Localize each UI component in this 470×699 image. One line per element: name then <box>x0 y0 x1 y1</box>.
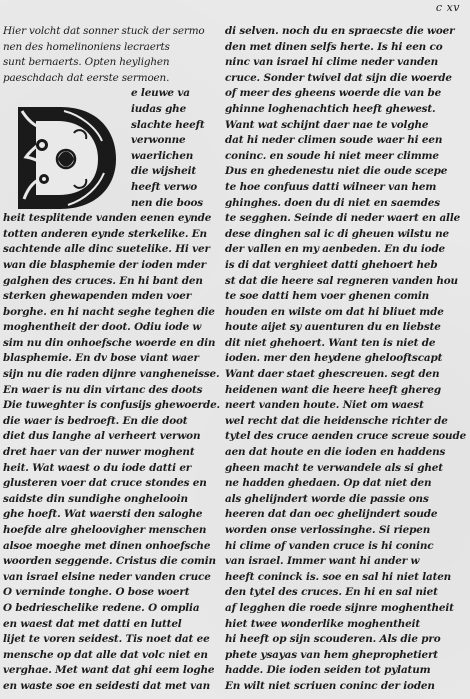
text-line: glusteren voer dat cruce stondes en <box>3 477 207 490</box>
text-line: waerlichen <box>131 149 194 162</box>
text-line: totten anderen eynde sterkelike. En <box>3 227 207 240</box>
text-line: tytel des cruce aenden cruce screue soude <box>225 430 467 443</box>
text-line: hiet twee wonderlike moghentheit <box>225 617 421 630</box>
text-line: en waest dat met datti en luttel <box>3 617 182 630</box>
text-line: paeschdach dat eerste sermoen. <box>3 71 170 84</box>
text-line: nen des homelinoniens lecraerts <box>3 40 170 53</box>
text-line: af legghen die roede sijnre moghentheit <box>225 601 454 614</box>
text-line: als ghelijndert worde die passie ons <box>225 492 429 505</box>
text-line: dit niet ghehoert. Want ten is niet de <box>225 336 436 349</box>
text-line: coninc. en soude hi niet meer climme <box>225 149 439 162</box>
text-line: houden en wilste om dat hi bliuet mde <box>225 305 444 318</box>
text-line: lijet te voren seidest. Tis noet dat ee <box>3 633 210 646</box>
text-line: Want daer staet ghescreuen. segt den <box>225 368 440 381</box>
text-line: ne hadden ghedaen. Op dat niet den <box>225 477 432 490</box>
text-line: moghentheit der doot. Odiu iode w <box>3 321 202 334</box>
text-line: te segghen. Seinde di neder waert en alle <box>225 212 461 225</box>
text-line: sterken ghewapenden mden voer <box>3 290 192 303</box>
text-line: Want wat schijnt daer nae te volghe <box>225 118 429 131</box>
text-line: heidenen want die heere heeft ghereg <box>225 383 441 396</box>
text-line: O bedrieschelike redene. O omplia <box>3 601 200 614</box>
text-line: diet dus langhe al verheert verwon <box>3 430 201 443</box>
text-line: die waer is bedroeft. En die doot <box>3 414 188 427</box>
text-line: ghinghes. doen du di niet en saemdes <box>225 196 440 209</box>
text-line: hi clime of vanden cruce is hi coninc <box>225 539 434 552</box>
text-line: slachte heeft <box>131 118 205 131</box>
right-column <box>225 24 467 695</box>
text-line: saidste din sundighe onghelooin <box>3 492 188 505</box>
text-line: En wilt niet scriuen coninc der ioden <box>225 679 435 692</box>
text-line: te soe datti hem voer ghenen comin <box>225 290 430 303</box>
text-line: der vallen en my aenbeden. En du iode <box>225 243 446 256</box>
text-line: den met dinen selfs herte. Is hi een co <box>225 40 443 53</box>
text-line: van israel. Immer want hi ander w <box>225 555 420 568</box>
text-line: sijn nu die raden dijnre vangheneisse. <box>3 368 220 381</box>
text-line: hi heeft op sijn scouderen. Als die pro <box>225 633 441 646</box>
text-line: gheen macht te verwandele als si ghet <box>225 461 443 474</box>
text-line: worden onse verlossinghe. Si riepen <box>225 524 431 536</box>
text-line: hadde. Die ioden seiden tot pylatum <box>225 664 431 677</box>
text-line: alsoe moeghe met dinen onhoefsche <box>3 539 211 552</box>
text-line: O verninde tonghe. O bose woert <box>3 586 190 599</box>
text-line: ninc van israel hi clime neder vanden <box>225 56 439 69</box>
text-line: hoefde alre gheloovigher menschen <box>3 524 207 536</box>
text-line: dat hi neder climen soude waer hi een <box>225 134 443 147</box>
text-line: ghinne loghenachtich heeft ghewest. <box>225 102 436 115</box>
text-line: houte aijet sy auenturen du en liebste <box>225 321 441 334</box>
text-line: cruce. Sonder twivel dat sijn die woerde <box>225 71 452 84</box>
text-line: mensche op dat alle dat volc niet en <box>3 648 208 661</box>
text-line: En waer is nu din virtanc des doots <box>3 383 203 396</box>
text-line: heit tesplitende vanden eenen eynde <box>3 212 212 225</box>
text-line: di selven. noch du en spraecste die woer <box>225 25 455 37</box>
text-line: sim nu din onhoefsche woerde en din <box>3 336 216 349</box>
text-line: st dat die heere sal regneren vanden hou <box>225 274 458 287</box>
text-line: ghe hoeft. Wat waersti den saloghe <box>3 508 203 521</box>
text-line: heit. Wat waest o du iode datti er <box>3 461 192 474</box>
text-line: neert vanden houte. Niet om waest <box>225 399 424 412</box>
text-line: Dus en ghedenestu niet die oude scepe <box>225 165 448 178</box>
text-line: wel recht dat die heidensche richter de <box>225 414 448 427</box>
text-line: dese dinghen sal ic di gheuen wilstu ne <box>225 227 449 240</box>
text-line: die wijsheit <box>131 165 197 178</box>
text-line: Hier volcht dat sonner stuck der sermo <box>3 25 205 37</box>
text-line: woorden seggende. Cristus die comin <box>3 555 216 568</box>
text-line: borghe. en hi nacht seghe teghen die <box>3 305 215 318</box>
text-line: of meer des gheens woerde die van be <box>225 87 442 100</box>
text-line: heeft coninck is. soe en sal hi niet laten <box>225 570 452 583</box>
text-line: den tytel des cruces. En hi en sal niet <box>225 586 438 599</box>
folio-number: c xv <box>435 1 460 14</box>
text-line: van israel elsine neder vanden cruce <box>3 570 211 583</box>
text-line: galghen des cruces. En hi bant den <box>3 274 203 287</box>
text-line: is di dat verghieet datti ghehoert heb <box>225 258 438 271</box>
text-line: verghae. Met want dat ghi eem loghe <box>3 664 215 677</box>
text-line: dret haer van der nuwer moghent <box>3 446 195 459</box>
text-line: heeft verwo <box>131 180 198 193</box>
text-line: e leuwe va <box>131 87 190 100</box>
text-line: iudas ghe <box>131 102 187 115</box>
text-line: heeren dat dan oec ghelijndert soude <box>225 508 438 521</box>
text-line: sachtende alle dinc suetelike. Hi ver <box>3 243 210 256</box>
text-line: blasphemie. En dv bose viant waer <box>3 352 199 365</box>
text-line: Die tuweghter is confusijs ghewoerde. <box>3 399 221 412</box>
text-line: ioden. mer den heydene ghelooftscapt <box>225 352 443 365</box>
text-line: aen dat houte en die ioden en haddens <box>225 446 446 459</box>
text-line: verwonne <box>131 134 186 147</box>
left-column <box>3 24 221 695</box>
text-line: nen die boos <box>131 196 203 209</box>
text-line: wan die blasphemie der ioden mder <box>3 258 206 271</box>
text-line: sunt bernaerts. Opten heylighen <box>3 56 170 69</box>
text-line: te hoe confuus datti wilneer van hem <box>225 180 437 193</box>
text-line: en waste soe en seidesti dat met van <box>3 679 210 692</box>
text-line: phete ysayas van hem gheprophetiert <box>225 648 438 661</box>
